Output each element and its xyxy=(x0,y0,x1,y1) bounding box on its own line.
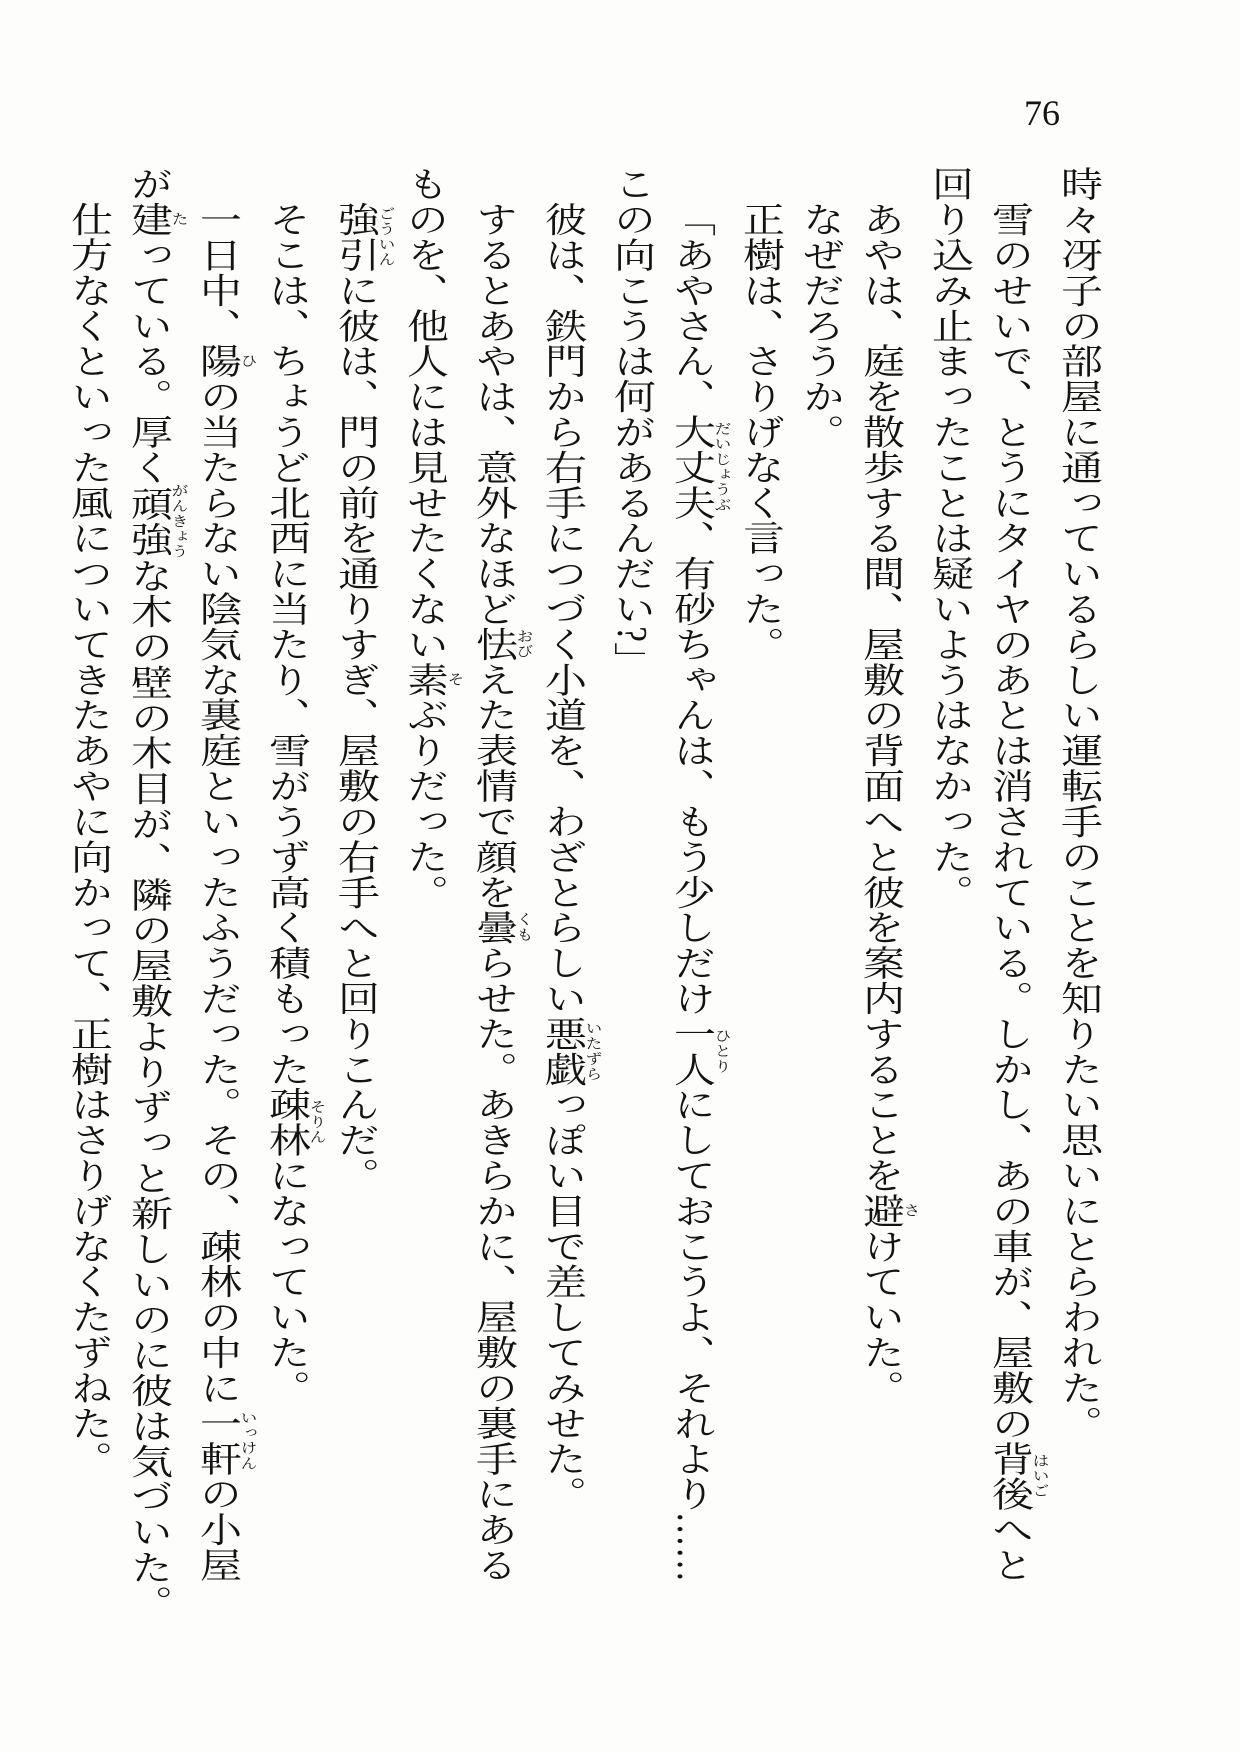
text-column-16: 仕方なくといった風についてきたあやに向かって、正樹はさりげなくたずねた。 xyxy=(65,201,111,1477)
text-column-6: 正樹は、さりげなく言った。 xyxy=(737,201,783,662)
ruby-annotation: 背後はいご xyxy=(986,1440,1049,1512)
ruby-annotation: 大丈夫だいじょうぶ xyxy=(668,413,731,521)
text-column-10: するとあやは、意外なほど怯おびえた表情で顔を曇くもらせた。あきらかに、屋敷の裏手にある xyxy=(470,201,533,1583)
page-number: 76 xyxy=(1024,93,1060,133)
ruby-annotation: 陽ひ xyxy=(194,343,257,379)
ruby-annotation: 悪戯いたずら xyxy=(539,1015,602,1087)
text-column-13: そこは、ちょうど北西に当たり、雪がうず高く積もった疎林そりんになっていた。 xyxy=(263,201,326,1406)
text-column-14: 一日中、陽ひの当たらない陰気な裏庭といったふうだった。その、疎林の中に一軒いっけんの小屋 xyxy=(194,201,257,1583)
ruby-annotation: 避さ xyxy=(857,1192,920,1229)
ruby-annotation: 疎林そりん xyxy=(263,1086,326,1158)
ruby-annotation: 素そ xyxy=(401,661,464,698)
text-column-8: この向こうは何があるんだい?」 xyxy=(608,166,654,678)
text-column-9: 彼は、鉄門から右手につづく小道を、わざとらしい悪戯いたずらっぽい目で差してみせた。 xyxy=(539,201,602,1512)
text-column-11: ものを、他人には見せたくない素そぶりだった。 xyxy=(401,166,464,910)
body-text xyxy=(58,166,1108,1624)
text-column-5: なぜだろうか。 xyxy=(797,201,843,450)
text-column-3: 回り込み止まったことは疑いようはなかった。 xyxy=(926,166,972,910)
ruby-annotation: 頑強がんきょう xyxy=(125,483,188,560)
ruby-annotation: 曇くも xyxy=(470,909,533,945)
text-column-2: 雪のせいで、とうにタイヤのあとは消されている。しかし、あの車が、屋敷の背後はいごへと xyxy=(986,201,1049,1583)
text-column-7: 「あやさん、大丈夫だいじょうぶ、有砂ちゃんは、もう少しだけ一人ひとりにしておこうよ、それより…… xyxy=(668,201,731,1583)
ruby-annotation: 一人ひとり xyxy=(668,1015,731,1087)
text-column-12: 強引ごういんに彼は、門の前を通りすぎ、屋敷の右手へと回りこんだ。 xyxy=(332,201,395,1193)
ruby-annotation: 一軒いっけん xyxy=(194,1405,257,1477)
ruby-annotation: 建た xyxy=(125,201,188,237)
text-column-15: が建たっている。厚く頑強がんきょうな木の壁の木目が、隣の屋敷よりずっと新しいのに彼は気づいた。 xyxy=(125,166,188,1621)
text-column-1: 時々冴子の部屋に通っているらしい運転手のことを知りたい思いにとらわれた。 xyxy=(1055,166,1101,1441)
text-column-4: あやは、庭を散歩する間、屋敷の背面へと彼を案内することを避さけていた。 xyxy=(857,201,920,1406)
ruby-annotation: 強引ごういん xyxy=(332,201,395,273)
ruby-annotation: 怯おび xyxy=(470,626,533,662)
